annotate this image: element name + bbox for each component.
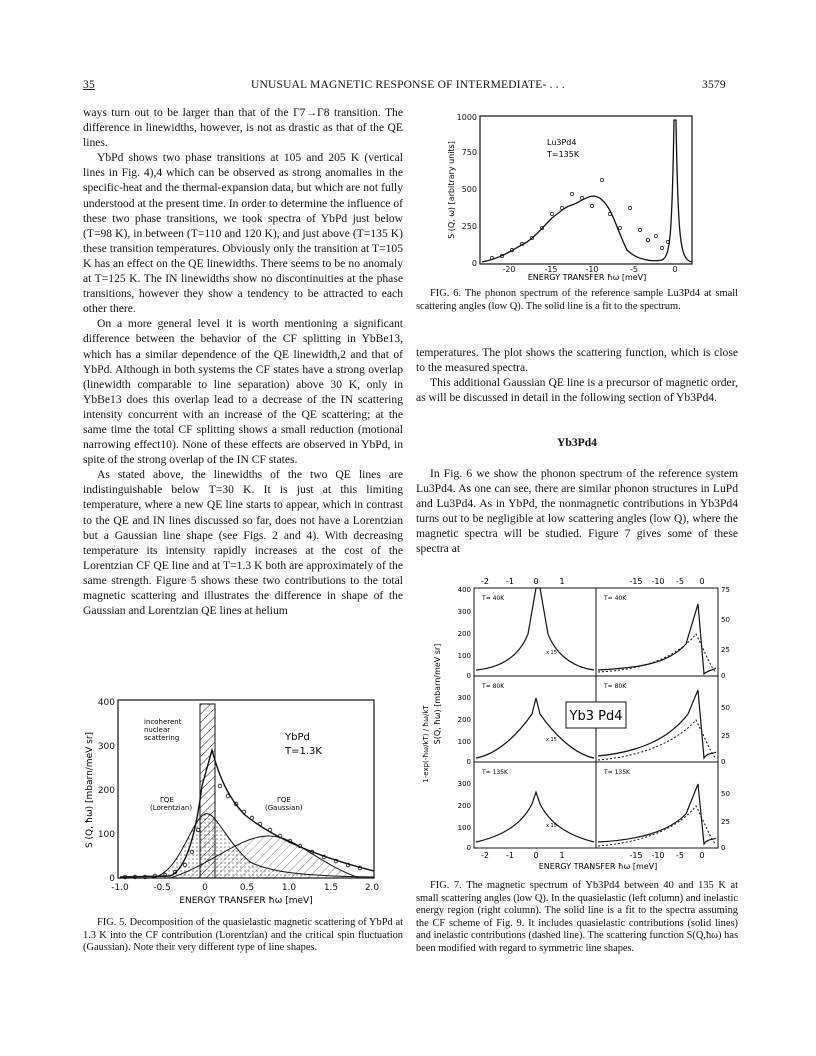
fig5-label-lorentz-2: (Lorentzian) xyxy=(150,804,193,812)
fig7-xtick: 1 xyxy=(559,851,565,860)
fig5-caption: FIG. 5. Decomposition of the quasielastic magnetic scattering of YbPd at 1.3 K into the CF contribution (Lorentzian) and the critical spin fluctuation (Gaussian). Note their very different type of line shapes. xyxy=(83,917,403,954)
fig7-temp: T= 80K xyxy=(482,683,505,690)
fig5-label-gauss-2: (Gaussian) xyxy=(265,804,303,812)
fig7-ytick: 50 xyxy=(721,704,730,712)
fig7-temp: T= 135K xyxy=(604,769,630,776)
fig7-xtick: -2 xyxy=(481,577,489,586)
fig6-ytick: 750 xyxy=(461,148,477,157)
fig7-ytick: 100 xyxy=(457,824,471,832)
fig7-ytick: 300 xyxy=(457,608,471,616)
right-column-text-2 xyxy=(416,466,738,557)
fig6-xtick: -5 xyxy=(630,265,638,274)
fig7-ytick: 0 xyxy=(466,758,471,766)
right-column-text-1 xyxy=(416,345,738,405)
fig6-xtick: -10 xyxy=(585,265,599,274)
fig7-ytick: 300 xyxy=(457,694,471,702)
fig7-xlabel: ENERGY TRANSFER ħω [meV] xyxy=(538,862,658,871)
fig7-dashed-line xyxy=(598,634,716,672)
fig6-chart xyxy=(442,110,704,282)
fig5-chart xyxy=(80,690,400,910)
fig5-xlabel: ENERGY TRANSFER ħω [meV] xyxy=(179,896,313,906)
fig6-ytick: 250 xyxy=(461,222,477,231)
fig7-xtick: -15 xyxy=(629,577,643,586)
fig7-caption: FIG. 7. The magnetic spectrum of Yb3Pd4 between 40 and 135 K at small scattering angles (low Q). In the quasielastic (left column) and inelastic energy region (right column). The solid line is a fit to the spectra assuming the CF scheme of Fig. 9. It includes quasielastic contributions (solid lines) and inelastic contributions (dashed line). The scattering function S(Q,ħω) has been modified with regard to symmetric line shapes. xyxy=(416,880,739,954)
fig5-label-incoherent-3: scattering xyxy=(144,734,180,742)
fig7-ytick: 0 xyxy=(721,672,726,680)
fig5-xtick: 1.5 xyxy=(323,883,339,893)
fig7-xtick: -10 xyxy=(651,577,665,586)
fig5-ylabel: S (Q, ħω) [mbarn/meV sr] xyxy=(85,731,95,849)
fig6-frame xyxy=(480,116,692,264)
fig6-xtick: -15 xyxy=(544,265,558,274)
fig6-fit-line xyxy=(482,120,692,262)
fig7-ylabel-bottom: 1-exp(-ħω/kT) / ħω/kT xyxy=(422,705,430,783)
fig7-ylabel-top: S(Q, ħω) [mbarn/meV sr] xyxy=(433,643,442,745)
fig7-xtick: -15 xyxy=(629,851,643,860)
fig7-marker: x 15 xyxy=(546,737,557,743)
fig7-xtick: -5 xyxy=(676,577,684,586)
fig7-temp: T= 40K xyxy=(482,595,505,602)
fig5-xtick: 2.0 xyxy=(364,883,380,893)
fig7-ytick: 100 xyxy=(457,652,471,660)
fig5-ytick: 300 xyxy=(97,742,115,752)
fig7-inset-label: Yb3 Pd4 xyxy=(569,709,623,724)
fig7-ytick: 50 xyxy=(721,616,730,624)
paragraph: ways turn out to be larger than that of the Γ7→Γ8 transition. The difference in linewidths, however, is not as drastic as that of the QE lines. xyxy=(83,106,403,150)
left-column-text xyxy=(83,105,403,618)
fig5-ytick: 100 xyxy=(97,830,115,840)
running-title: UNUSUAL MAGNETIC RESPONSE OF INTERMEDIATE- . . . xyxy=(251,79,565,91)
fig7-fit-line xyxy=(476,792,594,842)
fig7-temp: T= 40K xyxy=(604,595,627,602)
fig7-xtick: 0 xyxy=(699,577,705,586)
fig7-marker: x 15 xyxy=(546,650,557,656)
section-heading: Yb3Pd4 xyxy=(557,436,597,449)
fig7-dashed-line xyxy=(598,806,716,846)
fig7-ytick: 0 xyxy=(466,844,471,852)
fig7-ytick: 0 xyxy=(721,758,726,766)
fig7-ytick: 25 xyxy=(721,732,730,740)
fig7-xtick: -2 xyxy=(481,851,489,860)
fig7-ytick: 200 xyxy=(457,630,471,638)
fig6-ylabel: S (Q, ω) [arbitrary units] xyxy=(447,141,456,239)
fig6-ytick: 0 xyxy=(471,259,477,268)
fig5-ytick: 0 xyxy=(109,874,115,884)
fig5-xtick: -0.5 xyxy=(153,883,171,893)
fig7-xtick: 0 xyxy=(533,577,539,586)
volume-number: 35 xyxy=(83,79,95,91)
fig5-label-incoherent-2: nuclear xyxy=(144,726,171,734)
fig6-temperature: T=135K xyxy=(547,150,580,159)
fig6-sample: Lu3Pd4 xyxy=(547,138,577,147)
paragraph: On a more general level it is worth mentioning a significant difference between the behavior of the CF splitting in YbBe13, which has a similar dependence of the QE linewidth,2 and that of YbPd. Although in both systems the CF states have a strong overlap (linewidth comparable to line separation) above 30 K, only in YbBe13 does this overlap lead to a decrease of the IN scattering intensity concurrent with an increase of the QE scattering; at the same time the total CF splitting shows a small reduction (motional narrowing effect10). None of these effects are observed in YbPd, in spite of the strong overlap of the IN CF states. xyxy=(83,317,403,467)
fig6-xtick: 0 xyxy=(672,265,678,274)
fig7-ytick: 25 xyxy=(721,818,730,826)
fig7-ytick: 200 xyxy=(457,716,471,724)
fig5-label-gauss-1: ΓQE xyxy=(277,796,291,804)
fig7-xtick: -1 xyxy=(506,577,514,586)
fig5-xtick: -1.0 xyxy=(111,883,129,893)
fig7-ytick: 100 xyxy=(457,738,471,746)
fig7-temp: T= 80K xyxy=(604,683,627,690)
fig7-fit-line xyxy=(598,784,716,844)
fig7-ytick: 25 xyxy=(721,646,730,654)
paragraph: YbPd shows two phase transitions at 105 and 205 K (vertical lines in Fig. 4),4 which can be observed as strong anomalies in the specific-heat and the thermal-expansion data, but which are not fully understood at the present time. In order to determine the influence of these two phase transitions, we took spectra of YbPd just below (T=98 K), in between (T=110 and 120 K), and just above (T=135 K) these transition temperatures. Obviously only the transition at T=105 K has an effect on the QE linewidths. There seems to be no anomaly at T=125 K. The IN linewidths show no discontinuities at the phase transitions, however they show a tendency to be attracted to each other there. xyxy=(83,151,403,316)
fig5-xtick: 0 xyxy=(202,883,208,893)
paragraph: In Fig. 6 we show the phonon spectrum of the reference system Lu3Pd4. As one can see, there are similar phonon structures in LuPd and Lu3Pd4. As in YbPd, the nonmagnetic contributions in Yb3Pd4 turns out to be negligible at low scattering angles (low Q), where the magnetic spectra will be studied. Figure 7 gives some of these spectra at xyxy=(416,467,738,556)
fig7-xtick: -1 xyxy=(506,851,514,860)
fig7-ytick: 400 xyxy=(457,586,471,594)
fig7-chart xyxy=(418,574,740,872)
fig7-xtick: 0 xyxy=(533,851,539,860)
paragraph: temperatures. The plot shows the scattering function, which is close to the measured spectra. xyxy=(416,346,738,375)
fig7-xtick: 0 xyxy=(699,851,705,860)
page-number: 3579 xyxy=(702,79,726,91)
fig5-label-incoherent-1: incoherent xyxy=(144,718,182,726)
paragraph: As stated above, the linewidths of the two QE lines are indistinguishable below T=30 K. It is just at this limiting temperature, where a new QE line starts to appear, which in contrast to the QE and IN lines discussed so far, does not have a Lorentzian but a Gaussian line shape (see Figs. 2 and 4). With decreasing temperature its intensity rapidly increases at the cost of the Lorentzian CF QE line and at T=1.3 K both are approximately of the same strength. Figure 5 shows these two contributions to the total magnetic scattering and illustrates the difference in shape of the Gaussian and Lorentzian QE lines at helium xyxy=(83,468,403,618)
fig7-ytick: 0 xyxy=(721,844,726,852)
fig5-label-lorentz-1: ΓQE xyxy=(160,796,174,804)
fig5-xtick: 0.5 xyxy=(239,883,255,893)
fig7-ytick: 300 xyxy=(457,780,471,788)
fig6-ytick: 1000 xyxy=(456,113,477,122)
fig6-xtick: -20 xyxy=(502,265,516,274)
fig7-ytick: 50 xyxy=(721,790,730,798)
fig5-ytick: 400 xyxy=(97,698,115,708)
fig7-marker: x 15 xyxy=(546,823,557,829)
fig5-ytick: 200 xyxy=(97,786,115,796)
fig7-ytick: 0 xyxy=(466,672,471,680)
paragraph: This additional Gaussian QE line is a precursor of magnetic order, as will be discussed in detail in the following section of Yb3Pd4. xyxy=(416,376,738,405)
fig7-xtick: 1 xyxy=(559,577,565,586)
fig6-ytick: 500 xyxy=(461,185,477,194)
fig6-caption: FIG. 6. The phonon spectrum of the reference sample Lu3Pd4 at small scattering angles (low Q). The solid line is a fit to the spectrum. xyxy=(416,288,738,312)
fig7-xtick: -10 xyxy=(651,851,665,860)
fig5-temperature: T=1.3K xyxy=(285,746,322,757)
fig5-sample: YbPd xyxy=(285,732,310,743)
fig7-ytick: 200 xyxy=(457,802,471,810)
fig6-xlabel: ENERGY TRANSFER ħω [meV] xyxy=(527,273,647,282)
fig5-xtick: 1.0 xyxy=(281,883,297,893)
fig7-ytick: 75 xyxy=(721,586,730,594)
fig7-xtick: -5 xyxy=(676,851,684,860)
fig7-temp: T= 135K xyxy=(482,769,508,776)
